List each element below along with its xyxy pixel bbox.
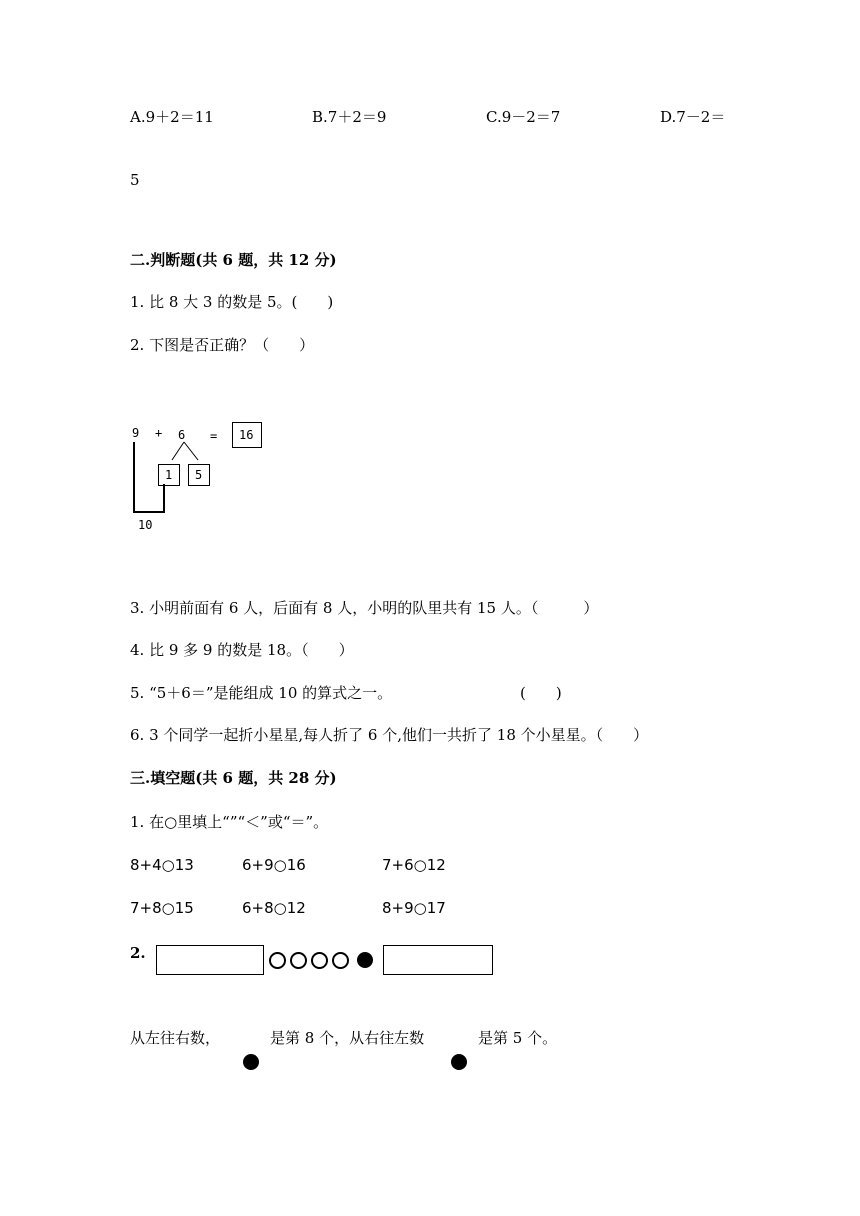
option-a: A.9＋2＝11 (130, 108, 214, 126)
diagram-addend-b: 6 (178, 428, 186, 442)
diagram-split-box-1 (158, 464, 180, 486)
fill-question-2-text-b: 是第 8 个，从右往左数 (270, 1029, 425, 1047)
hollow-circle-icon (269, 952, 286, 969)
diagram-addend-a: 9 (132, 426, 140, 440)
compare-item: 7+6○12 (382, 856, 446, 874)
diagram-split-branches (172, 442, 198, 460)
fill-question-1: 1. 在○里填上“”“＜”或“＝”。 (130, 813, 329, 831)
solid-circle-icon (357, 952, 373, 968)
option-d-continued: 5 (130, 171, 140, 189)
compare-item: 6+9○16 (242, 856, 306, 874)
hollow-circle-icon (332, 952, 349, 969)
option-b: B.7＋2＝9 (312, 108, 387, 126)
diagram-plus-sign: + (155, 426, 163, 440)
judge-question-1: 1. 比 8 大 3 的数是 5。( ) (130, 293, 334, 311)
option-d: D.7－2＝ (660, 108, 726, 126)
diagram-equals-sign: = (210, 429, 218, 443)
fill-question-2-text-a: 从左往右数， (130, 1029, 221, 1047)
make-ten-diagram (128, 420, 278, 540)
diagram-split-box-2 (188, 464, 210, 486)
fill-question-2-text-c: 是第 5 个。 (478, 1029, 558, 1047)
answer-box-left[interactable] (156, 945, 264, 975)
compare-item: 8+9○17 (382, 899, 446, 917)
judge-question-3: 3. 小明前面有 6 人，后面有 8 人，小明的队里共有 15 人。（ ） (130, 599, 599, 617)
judge-question-4: 4. 比 9 多 9 的数是 18。（ ） (130, 641, 354, 659)
diagram-split-2: 5 (195, 468, 203, 482)
compare-item: 6+8○12 (242, 899, 306, 917)
option-c: C.9－2＝7 (486, 108, 561, 126)
answer-box-right[interactable] (383, 945, 493, 975)
solid-circle-icon (243, 1054, 259, 1070)
diagram-result: 16 (239, 428, 254, 442)
section-2-heading: 二.判断题(共 6 题，共 12 分) (130, 251, 337, 269)
diagram-split-1: 1 (165, 468, 173, 482)
compare-item: 8+4○13 (130, 856, 194, 874)
judge-question-6: 6. 3 个同学一起折小星星,每人折了 6 个,他们一共折了 18 个小星星。（ ） (130, 726, 649, 744)
judge-question-2: 2. 下图是否正确？（ ） (130, 336, 315, 354)
hollow-circle-icon (311, 952, 328, 969)
diagram-ten: 10 (138, 518, 153, 532)
fill-question-2-number: 2. (130, 944, 146, 962)
section-3-heading: 三.填空题(共 6 题，共 28 分) (130, 769, 337, 787)
hollow-circle-icon (290, 952, 307, 969)
judge-question-5: 5. “5＋6＝”是能组成 10 的算式之一。 (130, 684, 393, 702)
solid-circle-icon (451, 1054, 467, 1070)
compare-item: 7+8○15 (130, 899, 194, 917)
judge-question-5-paren: ( ) (520, 684, 562, 702)
